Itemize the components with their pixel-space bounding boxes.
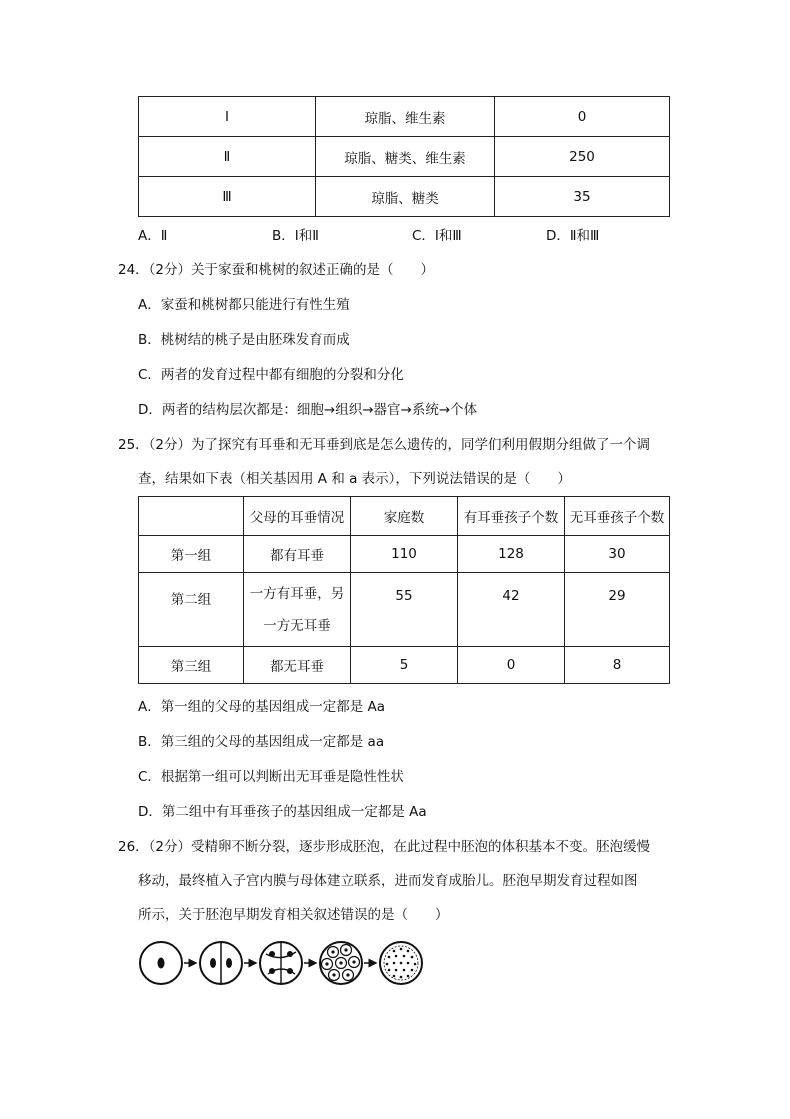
morula-stage — [380, 942, 422, 984]
table-cell-parents — [244, 573, 351, 647]
table-cell: 5 — [351, 647, 458, 684]
table-cell: 琼脂、糖类 — [316, 177, 495, 217]
q24-stem: 24．（2分）关于家蚕和桃树的叙述正确的是（ ） — [118, 262, 435, 278]
table-cell: 29 — [565, 573, 670, 647]
table-cell: Ⅲ — [139, 177, 316, 217]
table-header-cell: 父母的耳垂情况 — [244, 497, 351, 536]
q26-stem-line2: 移动，最终植入子宫内膜与母体建立联系，进而发育成胎儿。胚泡早期发育过程如图 — [138, 873, 638, 889]
table-header-cell: 有耳垂孩子个数 — [458, 497, 565, 536]
table-cell: 琼脂、维生素 — [316, 97, 495, 137]
q25-stem-line1: 25．（2分）为了探究有耳垂和无耳垂到底是怎么遗传的，同学们利用假期分组做了一个调 — [118, 437, 651, 453]
q25-option-d: D．第二组中有耳垂孩子的基因组成一定都是 Aa — [138, 804, 427, 820]
table-cell: 128 — [458, 536, 565, 573]
table-cell: 8 — [565, 647, 670, 684]
table-cell: 都有耳垂 — [244, 536, 351, 573]
table-cell: 0 — [458, 647, 565, 684]
table-cell: 0 — [495, 97, 670, 137]
embryo-development-figure — [138, 938, 438, 988]
q26-stem-line1: 26．（2分）受精卵不断分裂，逐步形成胚泡，在此过程中胚泡的体积基本不变。胚泡缓慢 — [118, 839, 651, 855]
table-cell: 第一组 — [139, 536, 244, 573]
table-header-row — [139, 497, 670, 536]
table-cell: 55 — [351, 573, 458, 647]
table-cell: 30 — [565, 536, 670, 573]
table-cell: 35 — [495, 177, 670, 217]
q26-stem-line3: 所示，关于胚泡早期发育相关叙述错误的是（ ） — [138, 907, 449, 923]
multi-cell-stage — [320, 942, 362, 984]
two-cell-stage — [200, 942, 242, 984]
table-cell: 第二组 — [139, 573, 244, 647]
q25-option-c: C．根据第一组可以判断出无耳垂是隐性性状 — [138, 769, 404, 785]
table-row — [139, 573, 670, 647]
table-header-cell: 无耳垂孩子个数 — [565, 497, 670, 536]
table-row — [139, 97, 670, 137]
table-cell: 琼脂、糖类、维生素 — [316, 137, 495, 177]
q23-option-d: D．Ⅱ和Ⅲ — [546, 228, 600, 244]
q23-options — [138, 224, 698, 244]
table-row — [139, 536, 670, 573]
table-cell: 250 — [495, 137, 670, 177]
parents-line1: 一方有耳垂，另 — [249, 585, 345, 602]
culture-medium-table — [138, 96, 670, 217]
table-row — [139, 177, 670, 217]
table-header-cell: 家庭数 — [351, 497, 458, 536]
zygote-stage — [140, 942, 182, 984]
table-row — [139, 647, 670, 684]
q24-option-d: D．两者的结构层次都是：细胞→组织→器官→系统→个体 — [138, 402, 478, 418]
table-cell: Ⅱ — [139, 137, 316, 177]
q23-option-b: B．Ⅰ和Ⅱ — [272, 228, 319, 244]
table-row — [139, 137, 670, 177]
q25-stem-line2: 查，结果如下表（相关基因用 A 和 a 表示），下列说法错误的是（ ） — [138, 471, 571, 487]
q24-option-c: C．两者的发育过程中都有细胞的分裂和分化 — [138, 367, 404, 383]
q24-option-a: A．家蚕和桃树都只能进行有性生殖 — [138, 297, 350, 313]
earlobe-genetics-table — [138, 496, 670, 684]
q23-option-c: C．Ⅰ和Ⅲ — [412, 228, 462, 244]
q25-option-a: A．第一组的父母的基因组成一定都是 Aa — [138, 699, 386, 715]
table-cell: 第三组 — [139, 647, 244, 684]
table-cell: 都无耳垂 — [244, 647, 351, 684]
q25-option-b: B．第三组的父母的基因组成一定都是 aa — [138, 734, 385, 750]
four-cell-stage — [260, 942, 302, 984]
table-cell: 42 — [458, 573, 565, 647]
table-header-cell — [139, 497, 244, 536]
q24-option-b: B．桃树结的桃子是由胚珠发育而成 — [138, 332, 350, 348]
parents-line2: 一方无耳垂 — [263, 617, 331, 634]
table-cell: Ⅰ — [139, 97, 316, 137]
table-cell: 110 — [351, 536, 458, 573]
q23-option-a: A．Ⅱ — [138, 228, 168, 244]
